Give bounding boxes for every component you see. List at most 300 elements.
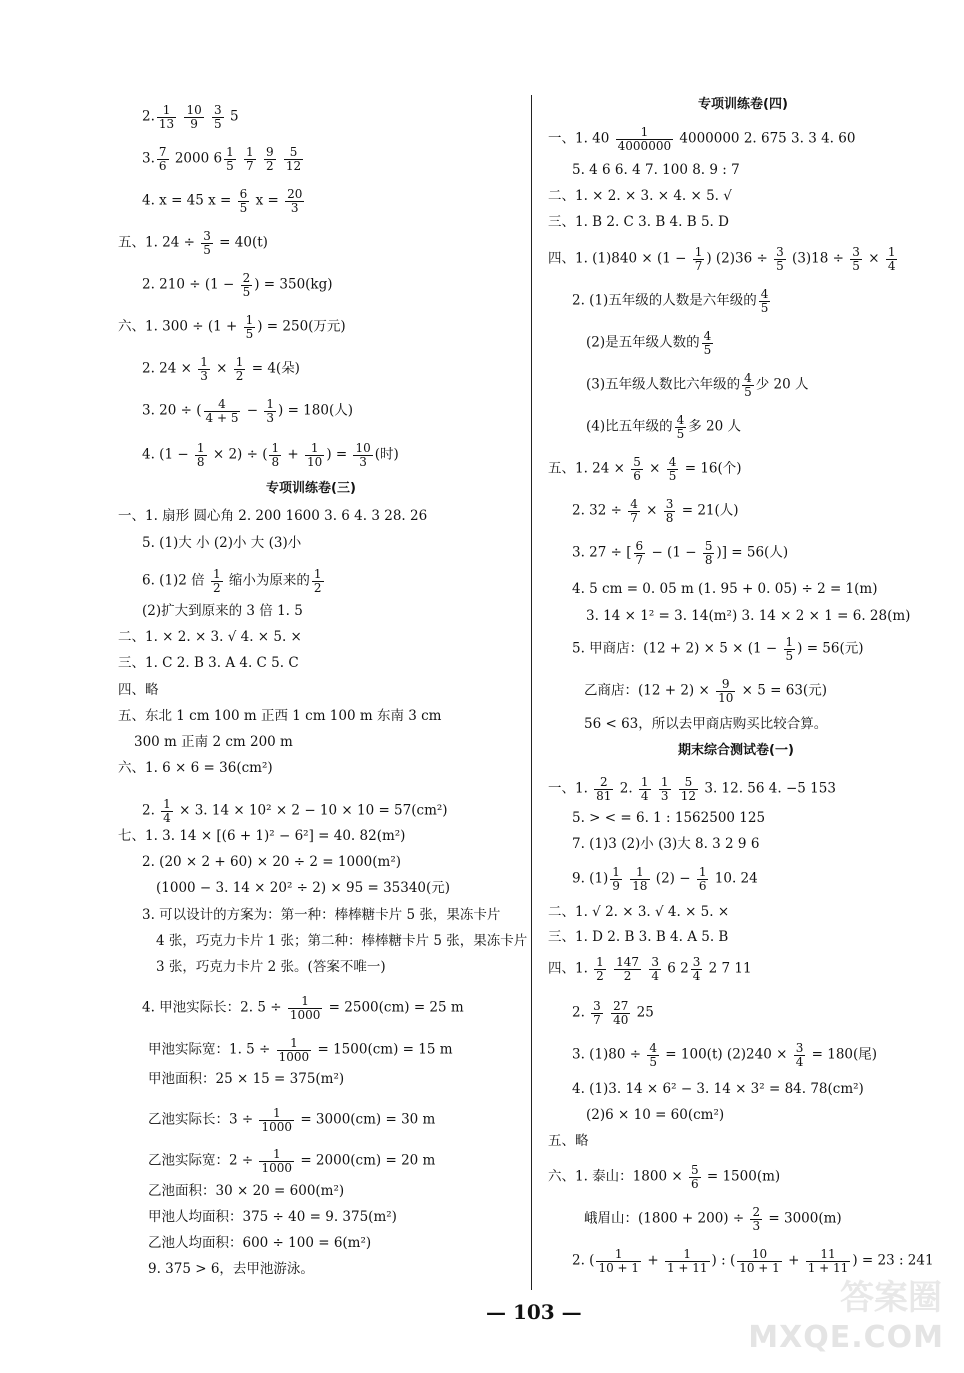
fraction-denominator: 5 xyxy=(785,648,794,663)
fraction xyxy=(886,246,898,272)
answer-line xyxy=(572,636,864,662)
answer-text: 甲池实际宽：1. 5 ÷ xyxy=(148,1041,275,1058)
fraction-denominator: 10 xyxy=(307,454,323,469)
fraction-denominator: 5 xyxy=(242,284,251,299)
fraction-denominator: 3 xyxy=(266,410,275,425)
answer-line xyxy=(118,684,159,698)
answer-text: 6. (1)2 倍 xyxy=(142,572,209,589)
fraction-numerator: 5 xyxy=(679,776,698,790)
answer-line xyxy=(548,216,729,230)
answer-line xyxy=(584,1206,842,1232)
fraction xyxy=(285,188,304,214)
answer-text xyxy=(608,961,612,977)
answer-line xyxy=(572,498,739,524)
answer-text: 2. (1)五年级的人数是六年级的 xyxy=(572,292,757,309)
fraction-denominator: 4 xyxy=(795,1054,804,1069)
answer-text: 七、1. 3. 14 × [(6 + 1)² − 6²] = 40. 82(m²) xyxy=(118,828,406,844)
answer-line xyxy=(572,288,772,314)
fraction-numerator: 3 xyxy=(214,103,222,117)
fraction xyxy=(161,798,173,824)
answer-line xyxy=(142,856,401,870)
answer-line xyxy=(148,1037,453,1063)
answer-line xyxy=(572,1000,654,1026)
answer-line xyxy=(548,931,728,945)
fraction-numerator: 20 xyxy=(287,187,303,201)
answer-line xyxy=(142,442,399,468)
answer-text xyxy=(653,781,657,797)
fraction xyxy=(157,104,176,130)
answer-text: + xyxy=(643,1252,663,1269)
fraction-numerator: 1 xyxy=(660,775,669,789)
fraction-denominator: 1 + 11 xyxy=(807,1260,849,1275)
fraction-numerator: 1 xyxy=(616,126,673,140)
answer-text: 2. (20 × 2 + 60) × 20 ÷ 2 = 1000(m²) xyxy=(142,854,401,870)
answer-text: ) (2)36 ÷ xyxy=(706,250,773,267)
fraction-denominator: 3 xyxy=(200,368,208,383)
fraction xyxy=(679,776,698,802)
fraction-denominator: 9 xyxy=(612,878,620,893)
answer-text: 5 xyxy=(225,108,239,125)
answer-text: 6 2 xyxy=(662,960,689,977)
answer-text: 二、1. √ 2. × 3. √ 4. × 5. × xyxy=(548,904,730,920)
fraction-numerator: 1 xyxy=(245,313,254,327)
fraction-numerator: 3 xyxy=(692,955,701,969)
fraction xyxy=(659,776,671,802)
fraction xyxy=(184,104,203,130)
watermark-en: MXQE.COM xyxy=(748,1320,944,1355)
fraction-denominator: 9 xyxy=(190,116,198,131)
answer-line xyxy=(586,1109,724,1123)
fraction-denominator: 2 xyxy=(212,580,221,595)
fraction-numerator: 10 xyxy=(737,1248,782,1262)
answer-line xyxy=(586,372,809,398)
answer-text: × 3. 14 × 10² × 2 − 10 × 10 = 57(cm²) xyxy=(174,802,448,819)
section-heading xyxy=(698,98,788,111)
watermark-cn: 答案圈 xyxy=(840,1278,942,1318)
fraction xyxy=(259,1107,294,1133)
fraction xyxy=(241,272,253,298)
answer-text: 4. 甲池实际长：2. 5 ÷ xyxy=(142,999,286,1016)
fraction xyxy=(611,1000,630,1026)
answer-text xyxy=(605,1005,609,1021)
answer-text: = 2000(cm) = 20 m xyxy=(296,1152,436,1169)
fraction-denominator: 10 + 1 xyxy=(739,1260,780,1275)
fraction xyxy=(198,356,210,382)
fraction xyxy=(691,956,703,982)
answer-text: ) = 23 : 241 xyxy=(852,1252,934,1269)
answer-text: = 1500(cm) = 15 m xyxy=(313,1041,453,1058)
answer-text: 5. > < = 6. 1 : 1562500 125 xyxy=(572,810,766,826)
fraction xyxy=(742,372,754,398)
column-divider xyxy=(531,95,532,1290)
answer-line xyxy=(572,812,765,826)
fraction-denominator: 6 xyxy=(158,158,167,173)
answer-line xyxy=(548,906,729,920)
fraction-numerator: 4 xyxy=(668,455,677,469)
answer-line xyxy=(156,935,527,949)
fraction xyxy=(759,288,771,314)
answer-text: ) = 56(元) xyxy=(797,640,864,657)
fraction-denominator: 2 xyxy=(596,968,604,983)
fraction-denominator: 81 xyxy=(596,788,612,803)
fraction xyxy=(211,568,223,594)
fraction xyxy=(774,246,786,272)
answer-text: 乙商店：(12 + 2) × xyxy=(584,682,715,699)
answer-line xyxy=(118,657,299,671)
answer-text: = 3000(cm) = 30 m xyxy=(296,1111,436,1128)
fraction-numerator: 11 xyxy=(806,1248,851,1262)
fraction xyxy=(288,995,323,1021)
fraction xyxy=(630,866,649,892)
fraction xyxy=(269,442,281,468)
answer-line xyxy=(548,1135,589,1149)
fraction-numerator: 5 xyxy=(633,455,641,469)
fraction-numerator: 4 xyxy=(744,371,752,385)
fraction xyxy=(697,866,709,892)
answer-text: 9. (1) xyxy=(572,870,609,887)
fraction-numerator: 3 xyxy=(795,1041,804,1055)
fraction-denominator: 3 xyxy=(290,200,299,215)
fraction-denominator: 4 xyxy=(640,788,649,803)
answer-text: 六、1. 300 ÷ (1 + xyxy=(118,318,242,335)
fraction-denominator: 5 xyxy=(852,258,860,273)
answer-text: 五、东北 1 cm 100 m 正西 1 cm 100 m 东南 3 cm xyxy=(118,708,442,724)
fraction-numerator: 2 xyxy=(594,776,613,790)
fraction-numerator: 3 xyxy=(593,999,601,1013)
fraction-denominator: 2 xyxy=(235,368,244,383)
fraction xyxy=(277,1037,312,1063)
fraction xyxy=(195,442,207,468)
fraction xyxy=(264,146,276,172)
answer-text: 一、1. xyxy=(548,780,593,797)
fraction-numerator: 1 xyxy=(235,355,244,369)
fraction xyxy=(238,188,250,214)
answer-text: (3)五年级人数比六年级的 xyxy=(586,376,741,393)
fraction xyxy=(675,414,687,440)
answer-text: 300 m 正南 2 cm 200 m xyxy=(134,734,293,750)
fraction-numerator: 4 xyxy=(630,497,638,511)
answer-line xyxy=(142,146,305,172)
answer-line xyxy=(548,126,855,152)
fraction-numerator: 1 xyxy=(596,955,604,969)
fraction xyxy=(689,1164,701,1190)
fraction-numerator: 1 xyxy=(259,1148,294,1162)
fraction-denominator: 6 xyxy=(698,878,707,893)
answer-text: = 100(t) (2)240 × xyxy=(661,1046,792,1063)
fraction xyxy=(259,1148,294,1174)
fraction xyxy=(610,866,622,892)
fraction xyxy=(594,956,606,982)
answer-line xyxy=(142,909,500,923)
fraction xyxy=(703,540,715,566)
answer-text: 五、1. 24 ÷ xyxy=(118,234,200,251)
answer-text xyxy=(278,151,282,167)
fraction-denominator: 8 xyxy=(704,552,713,567)
answer-text: 四、略 xyxy=(118,682,159,698)
fraction-numerator: 1 xyxy=(271,441,280,455)
fraction-numerator: 4 xyxy=(760,287,769,301)
fraction xyxy=(596,1248,641,1274)
fraction-numerator: 1 xyxy=(277,1037,312,1051)
answer-line xyxy=(156,882,450,896)
answer-text: 三、1. D 2. B 3. B 4. A 5. B xyxy=(548,929,729,945)
fraction-denominator: 18 xyxy=(632,878,648,893)
fraction-denominator: 7 xyxy=(246,158,254,173)
answer-text: 4 张，巧克力卡片 1 张；第二种：棒棒糖卡片 5 张，果冻卡片 xyxy=(156,933,528,949)
fraction-numerator: 9 xyxy=(716,678,735,692)
answer-line xyxy=(118,314,346,340)
fraction xyxy=(693,246,705,272)
answer-text: 7. (1)3 (2)小 (3)大 8. 3 2 9 6 xyxy=(572,836,760,852)
answer-text: = 1500(m) xyxy=(702,1168,781,1185)
fraction-numerator: 1 xyxy=(288,995,323,1009)
fraction xyxy=(284,146,303,172)
answer-line xyxy=(118,710,442,724)
answer-line xyxy=(584,718,827,732)
answer-line xyxy=(548,190,732,204)
answer-text: 4000000 2. 675 3. 3 4. 60 xyxy=(675,130,856,147)
fraction-denominator: 7 xyxy=(593,1012,601,1027)
answer-text: 25 xyxy=(632,1004,654,1021)
fraction xyxy=(667,456,679,482)
fraction-denominator: 10 + 1 xyxy=(598,1260,640,1275)
answer-text: 2. xyxy=(142,108,155,125)
answer-text: 四、1. (1)840 × (1 − xyxy=(548,250,691,267)
fraction xyxy=(850,246,862,272)
answer-text: 4. (1)3. 14 × 6² − 3. 14 × 3² = 84. 78(cm²) xyxy=(572,1081,864,1097)
fraction-denominator: 7 xyxy=(635,552,644,567)
fraction-denominator: 2 xyxy=(623,968,632,983)
fraction-numerator: 3 xyxy=(203,229,211,243)
answer-text xyxy=(238,151,242,167)
answer-text: × xyxy=(211,360,232,377)
answer-line xyxy=(148,1185,344,1199)
answer-text: ) = 180(人) xyxy=(278,402,353,419)
answer-text xyxy=(178,109,182,125)
answer-text: 4. (1 − xyxy=(142,446,193,463)
answer-text: 六、1. 6 × 6 = 36(cm²) xyxy=(118,760,273,776)
answer-text: 5. (1)大 小 (2)小 大 (3)小 xyxy=(142,535,302,551)
answer-line xyxy=(572,583,877,597)
fraction xyxy=(665,1248,710,1274)
fraction-numerator: 6 xyxy=(239,187,248,201)
fraction-numerator: 1 xyxy=(313,567,322,581)
answer-line xyxy=(572,540,788,566)
fraction-denominator: 6 xyxy=(633,468,641,483)
fraction xyxy=(750,1206,762,1232)
answer-line xyxy=(142,188,306,214)
answer-text: 甲池面积：25 × 15 = 375(m²) xyxy=(148,1071,345,1087)
answer-text: 2. 24 × xyxy=(142,360,197,377)
answer-text: )] = 56(人) xyxy=(716,544,789,561)
fraction-numerator: 10 xyxy=(355,441,371,455)
answer-text: 10. 24 xyxy=(710,870,758,887)
fraction-numerator: 5 xyxy=(284,146,303,160)
fraction-numerator: 5 xyxy=(704,539,713,553)
answer-text: 3. 可以设计的方案为：第一种：棒棒糖卡片 5 张，果冻卡片 xyxy=(142,907,501,923)
answer-line xyxy=(548,956,752,982)
answer-text: x = xyxy=(251,192,284,209)
answer-text: 2000 6 xyxy=(170,150,223,167)
fraction-denominator: 7 xyxy=(630,510,638,525)
fraction xyxy=(647,1042,659,1068)
answer-text: × xyxy=(644,460,665,477)
answer-text: (3)18 ÷ xyxy=(787,250,849,267)
fraction xyxy=(616,126,673,152)
fraction xyxy=(614,956,641,982)
answer-text: 三、1. B 2. C 3. B 4. B 5. D xyxy=(548,214,729,230)
fraction-denominator: 5 xyxy=(744,384,752,399)
fraction-numerator: 1 xyxy=(694,245,703,259)
answer-line xyxy=(142,995,464,1021)
fraction xyxy=(201,230,213,256)
answer-line xyxy=(118,631,302,645)
fraction-numerator: 3 xyxy=(665,497,674,511)
answer-text xyxy=(643,961,647,977)
fraction-denominator: 4 xyxy=(887,258,896,273)
fraction xyxy=(204,398,241,424)
answer-line xyxy=(572,866,758,892)
fraction-denominator: 5 xyxy=(214,116,222,131)
fraction-denominator: 40 xyxy=(613,1012,629,1027)
fraction-denominator: 3 xyxy=(359,454,367,469)
answer-text: 56 < 63，所以去甲商店购买比较合算。 xyxy=(584,716,828,732)
answer-text: 2. xyxy=(142,802,160,819)
answer-line xyxy=(118,762,273,776)
answer-text: 二、1. × 2. × 3. √ 4. × 5. × xyxy=(118,629,302,645)
fraction xyxy=(157,146,169,172)
answer-text: 3. xyxy=(142,150,155,167)
answer-text: 乙池实际长：3 ÷ xyxy=(148,1111,258,1128)
answer-text: 3. (1)80 ÷ xyxy=(572,1046,646,1063)
answer-text: 多 20 人 xyxy=(688,418,742,435)
section-heading xyxy=(266,482,356,495)
answer-line xyxy=(148,1107,435,1133)
answer-line xyxy=(142,356,300,382)
answer-line xyxy=(148,1263,314,1277)
answer-text: (2)是五年级人数的 xyxy=(586,334,700,351)
answer-line xyxy=(134,736,293,750)
answer-text: × xyxy=(641,502,662,519)
answer-line xyxy=(148,1237,371,1251)
answer-text: 乙池面积：30 × 20 = 600(m²) xyxy=(148,1183,345,1199)
fraction-numerator: 1 xyxy=(630,866,649,880)
fraction-denominator: 3 xyxy=(660,788,669,803)
watermark-logo xyxy=(748,1275,956,1365)
answer-line xyxy=(142,568,326,594)
answer-text: 四、1. xyxy=(548,960,593,977)
answer-line xyxy=(156,961,386,975)
answer-text: (4)比五年级的 xyxy=(586,418,673,435)
fraction-denominator: 13 xyxy=(158,116,175,131)
answer-text: 2. 32 ÷ xyxy=(572,502,627,519)
fraction xyxy=(639,776,651,802)
fraction-denominator: 2 xyxy=(313,580,322,595)
answer-text: 2. xyxy=(615,780,637,797)
answer-text: 专项训练卷(四) xyxy=(698,97,788,112)
answer-text: 少 20 人 xyxy=(755,376,809,393)
fraction-numerator: 1 xyxy=(698,865,707,879)
answer-text: ) : ( xyxy=(711,1252,736,1269)
fraction-numerator: 1 xyxy=(226,145,234,159)
answer-text: 3. 27 ÷ [ xyxy=(572,544,632,561)
answer-text: 2. ( xyxy=(572,1252,595,1269)
fraction xyxy=(312,568,324,594)
answer-text: 一、1. 40 xyxy=(548,130,614,147)
answer-text: 五、1. 24 × xyxy=(548,460,630,477)
fraction-denominator: 1000 xyxy=(289,1007,321,1022)
fraction-numerator: 27 xyxy=(613,999,629,1013)
fraction xyxy=(234,356,246,382)
answer-text: (1000 − 3. 14 × 20² ÷ 2) × 95 = 35340(元) xyxy=(156,880,451,896)
fraction-numerator: 1 xyxy=(887,245,896,259)
answer-line xyxy=(142,398,353,424)
answer-text: − xyxy=(242,402,263,419)
fraction-denominator: 3 xyxy=(752,1218,761,1233)
fraction-numerator: 2 xyxy=(752,1205,761,1219)
answer-line xyxy=(148,1148,435,1174)
fraction-numerator: 7 xyxy=(158,145,167,159)
answer-text: 5. 4 6 6. 4 7. 100 8. 9 : 7 xyxy=(572,162,740,178)
answer-text: (2)6 × 10 = 60(cm²) xyxy=(586,1107,725,1123)
answer-line xyxy=(142,537,301,551)
answer-text: × xyxy=(863,250,884,267)
fraction xyxy=(664,498,676,524)
fraction-numerator: 1 xyxy=(259,1107,294,1121)
answer-text: 五、略 xyxy=(548,1133,589,1149)
fraction-numerator: 1 xyxy=(157,104,176,118)
fraction-denominator: 4 xyxy=(651,968,659,983)
answer-text: ) = 250(万元) xyxy=(257,318,346,335)
answer-text: × 2) ÷ ( xyxy=(208,446,268,463)
answer-text: 9. 375 > 6，去甲池游泳。 xyxy=(148,1261,314,1277)
answer-text: = 40(t) xyxy=(214,234,268,251)
fraction-denominator: 5 xyxy=(703,342,712,357)
fraction-numerator: 147 xyxy=(616,955,640,969)
fraction xyxy=(264,398,276,424)
answer-line xyxy=(148,1073,344,1087)
fraction-numerator: 1 xyxy=(785,635,794,649)
fraction-denominator: 5 xyxy=(760,300,769,315)
answer-line xyxy=(118,510,427,524)
fraction-numerator: 2 xyxy=(242,271,251,285)
answer-line xyxy=(548,776,836,802)
answer-line xyxy=(142,272,333,298)
answer-text: 3. 12. 56 4. −5 153 xyxy=(700,780,836,797)
fraction-numerator: 4 xyxy=(204,398,241,412)
fraction-numerator: 1 xyxy=(163,797,171,811)
answer-text: 期末综合测试卷(一) xyxy=(678,743,794,758)
answer-text: = 16(个) xyxy=(680,460,742,477)
fraction xyxy=(737,1248,782,1274)
answer-text: 乙池实际宽：2 ÷ xyxy=(148,1152,258,1169)
answer-text: + xyxy=(783,1252,804,1269)
answer-line xyxy=(572,1083,864,1097)
answer-line xyxy=(586,414,741,440)
answer-text: 三、1. C 2. B 3. A 4. C 5. C xyxy=(118,655,299,671)
fraction-numerator: 1 xyxy=(612,865,620,879)
answer-text: 2 7 11 xyxy=(704,960,752,977)
fraction xyxy=(305,442,324,468)
fraction-numerator: 9 xyxy=(265,145,274,159)
answer-line xyxy=(142,605,303,619)
answer-text: ) = 350(kg) xyxy=(254,276,333,293)
fraction xyxy=(594,776,613,802)
answer-text: − (1 − xyxy=(647,544,701,561)
fraction-denominator: 5 xyxy=(649,1054,658,1069)
answer-text: 峨眉山：(1800 + 200) ÷ xyxy=(584,1210,749,1227)
fraction xyxy=(353,442,372,468)
